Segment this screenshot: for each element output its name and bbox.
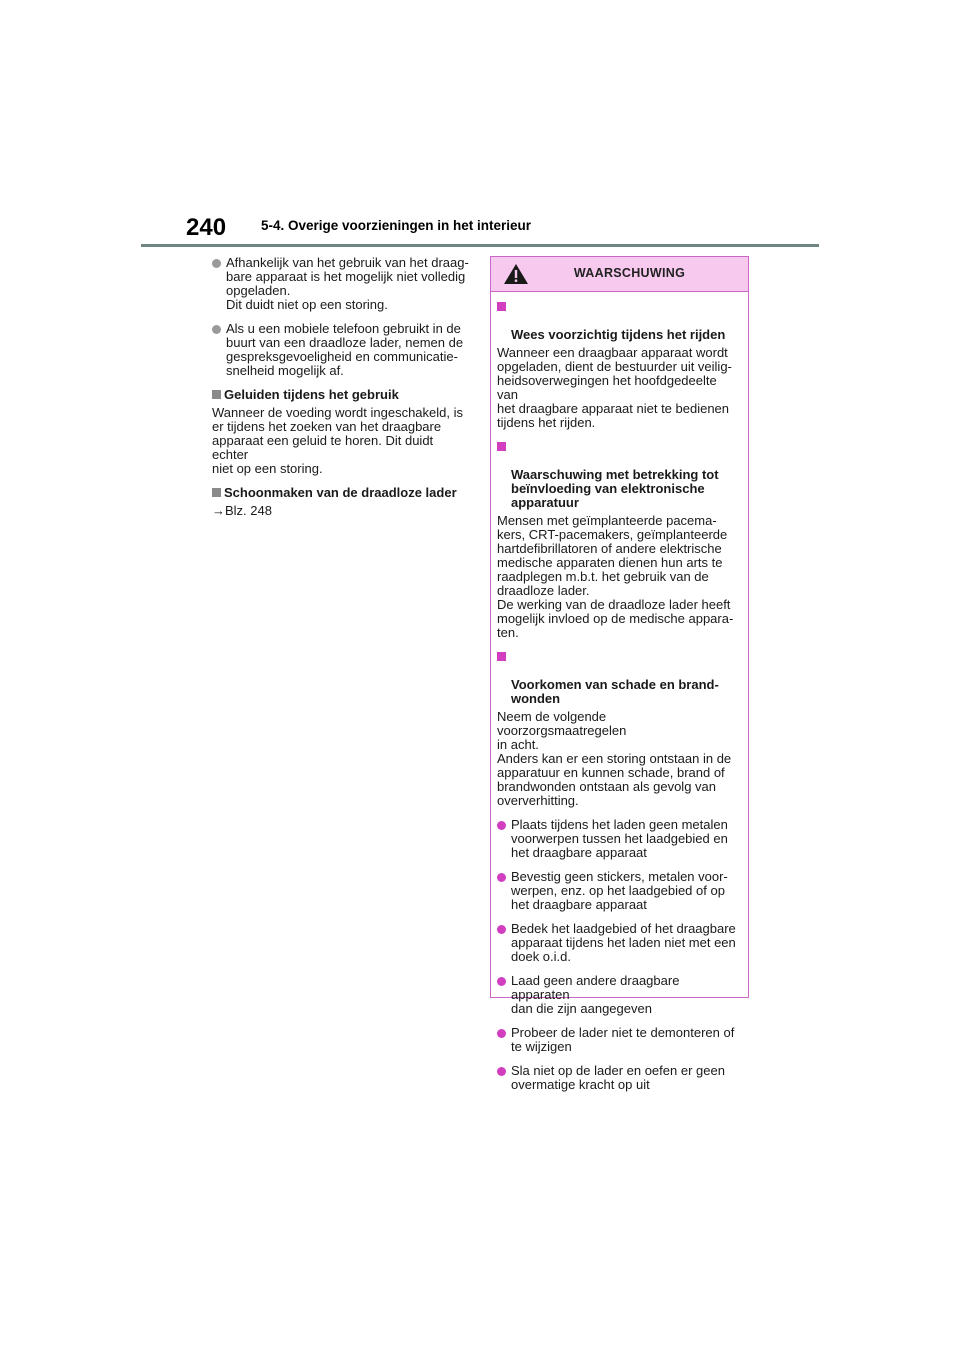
bullet-text: Sla niet op de lader en oefen er geen overmatige kracht op uit	[511, 1063, 725, 1092]
paragraph: Mensen met geïmplanteerde pacema- kers, CRT-pacemakers, geïmplanteerde hartdefibrillatoren of andere elektrische medische apparaten dienen hun arts te raadplegen m.b.t. het gebruik van de draadloze lader. De werking van de draadloze lader heeft mogelijk invloed op de medische appara- ten.	[497, 513, 734, 640]
bullet-dot-icon	[497, 1067, 506, 1076]
bullet-dot-icon	[212, 325, 221, 334]
square-marker-icon	[212, 390, 221, 399]
page-reference: →Blz. 248	[212, 503, 272, 518]
subheading	[497, 300, 738, 342]
subheading	[212, 388, 470, 402]
bullet-text: Laad geen andere draagbare apparaten dan die zijn aangegeven	[511, 973, 680, 1016]
warning-body	[491, 292, 748, 1092]
paragraph: Wanneer de voeding wordt ingeschakeld, is er tijdens het zoeken van het draagbare apparaat een geluid te horen. Dit duidt echter niet op een storing.	[212, 405, 463, 476]
page-number: 240	[186, 214, 227, 241]
square-marker-icon	[497, 302, 506, 311]
list-item	[497, 870, 738, 912]
subheading	[497, 650, 738, 706]
bullet-dot-icon	[497, 925, 506, 934]
bullet-dot-icon	[497, 873, 506, 882]
list-item	[497, 922, 738, 964]
paragraph: Neem de volgende voorzorgsmaatregelen in acht. Anders kan er een storing ontstaan in de apparatuur en kunnen schade, brand of brandwonden ontstaan als gevolg van oververhitting.	[497, 709, 732, 808]
page-header	[141, 210, 819, 250]
bullet-dot-icon	[497, 1029, 506, 1038]
bullet-text: Bevestig geen stickers, metalen voor- werpen, enz. op het laadgebied of op het draagbare apparaat	[511, 869, 728, 912]
header-divider	[141, 244, 819, 247]
square-marker-icon	[497, 652, 506, 661]
bullet-text: Probeer de lader niet te demonteren of te wijzigen	[511, 1025, 735, 1054]
section-title: 5-4. Overige voorzieningen in het interieur	[261, 218, 532, 233]
bullet-text: Bedek het laadgebied of het draagbare apparaat tijdens het laden niet met een doek o.i.d.	[511, 921, 736, 964]
subheading	[212, 486, 470, 500]
subheading-text: Geluiden tijdens het gebruik	[224, 387, 399, 402]
subheading-text: Voorkomen van schade en brand- wonden	[511, 677, 719, 706]
paragraph: Wanneer een draagbaar apparaat wordt opgeladen, dient de bestuurder uit veilig- heidsoverwegingen het hoofdgedeelte van het draagbare apparaat niet te bedienen tijdens het rijden.	[497, 345, 732, 430]
list-item	[497, 1026, 738, 1054]
subheading-text: Wees voorzichtig tijdens het rijden	[511, 327, 726, 342]
subheading-text: Waarschuwing met betrekking tot beïnvloeding van elektronische apparatuur	[511, 467, 719, 510]
square-marker-icon	[212, 488, 221, 497]
bullet-text: Afhankelijk van het gebruik van het draag- bare apparaat is het mogelijk niet volledig opgeladen. Dit duidt niet op een storing.	[226, 255, 469, 312]
bullet-dot-icon	[497, 821, 506, 830]
list-item	[212, 256, 470, 312]
square-marker-icon	[497, 442, 506, 451]
list-item	[497, 818, 738, 860]
left-column	[212, 256, 470, 528]
list-item	[212, 322, 470, 378]
bullet-dot-icon	[212, 259, 221, 268]
list-item	[497, 1064, 738, 1092]
warning-box	[490, 256, 749, 1092]
subheading-text: Schoonmaken van de draadloze lader	[224, 485, 457, 500]
bullet-text: Plaats tijdens het laden geen metalen voorwerpen tussen het laadgebied en het draagbare apparaat	[511, 817, 728, 860]
bullet-dot-icon	[497, 977, 506, 986]
list-item	[497, 974, 738, 1016]
subheading	[497, 440, 738, 510]
bullet-text: Als u een mobiele telefoon gebruikt in de buurt van een draadloze lader, nemen de gespreksgevoeligheid en communicatie- snelheid mogelijk af.	[226, 321, 464, 378]
warning-header	[491, 257, 748, 292]
warning-title: WAARSCHUWING	[573, 266, 686, 280]
